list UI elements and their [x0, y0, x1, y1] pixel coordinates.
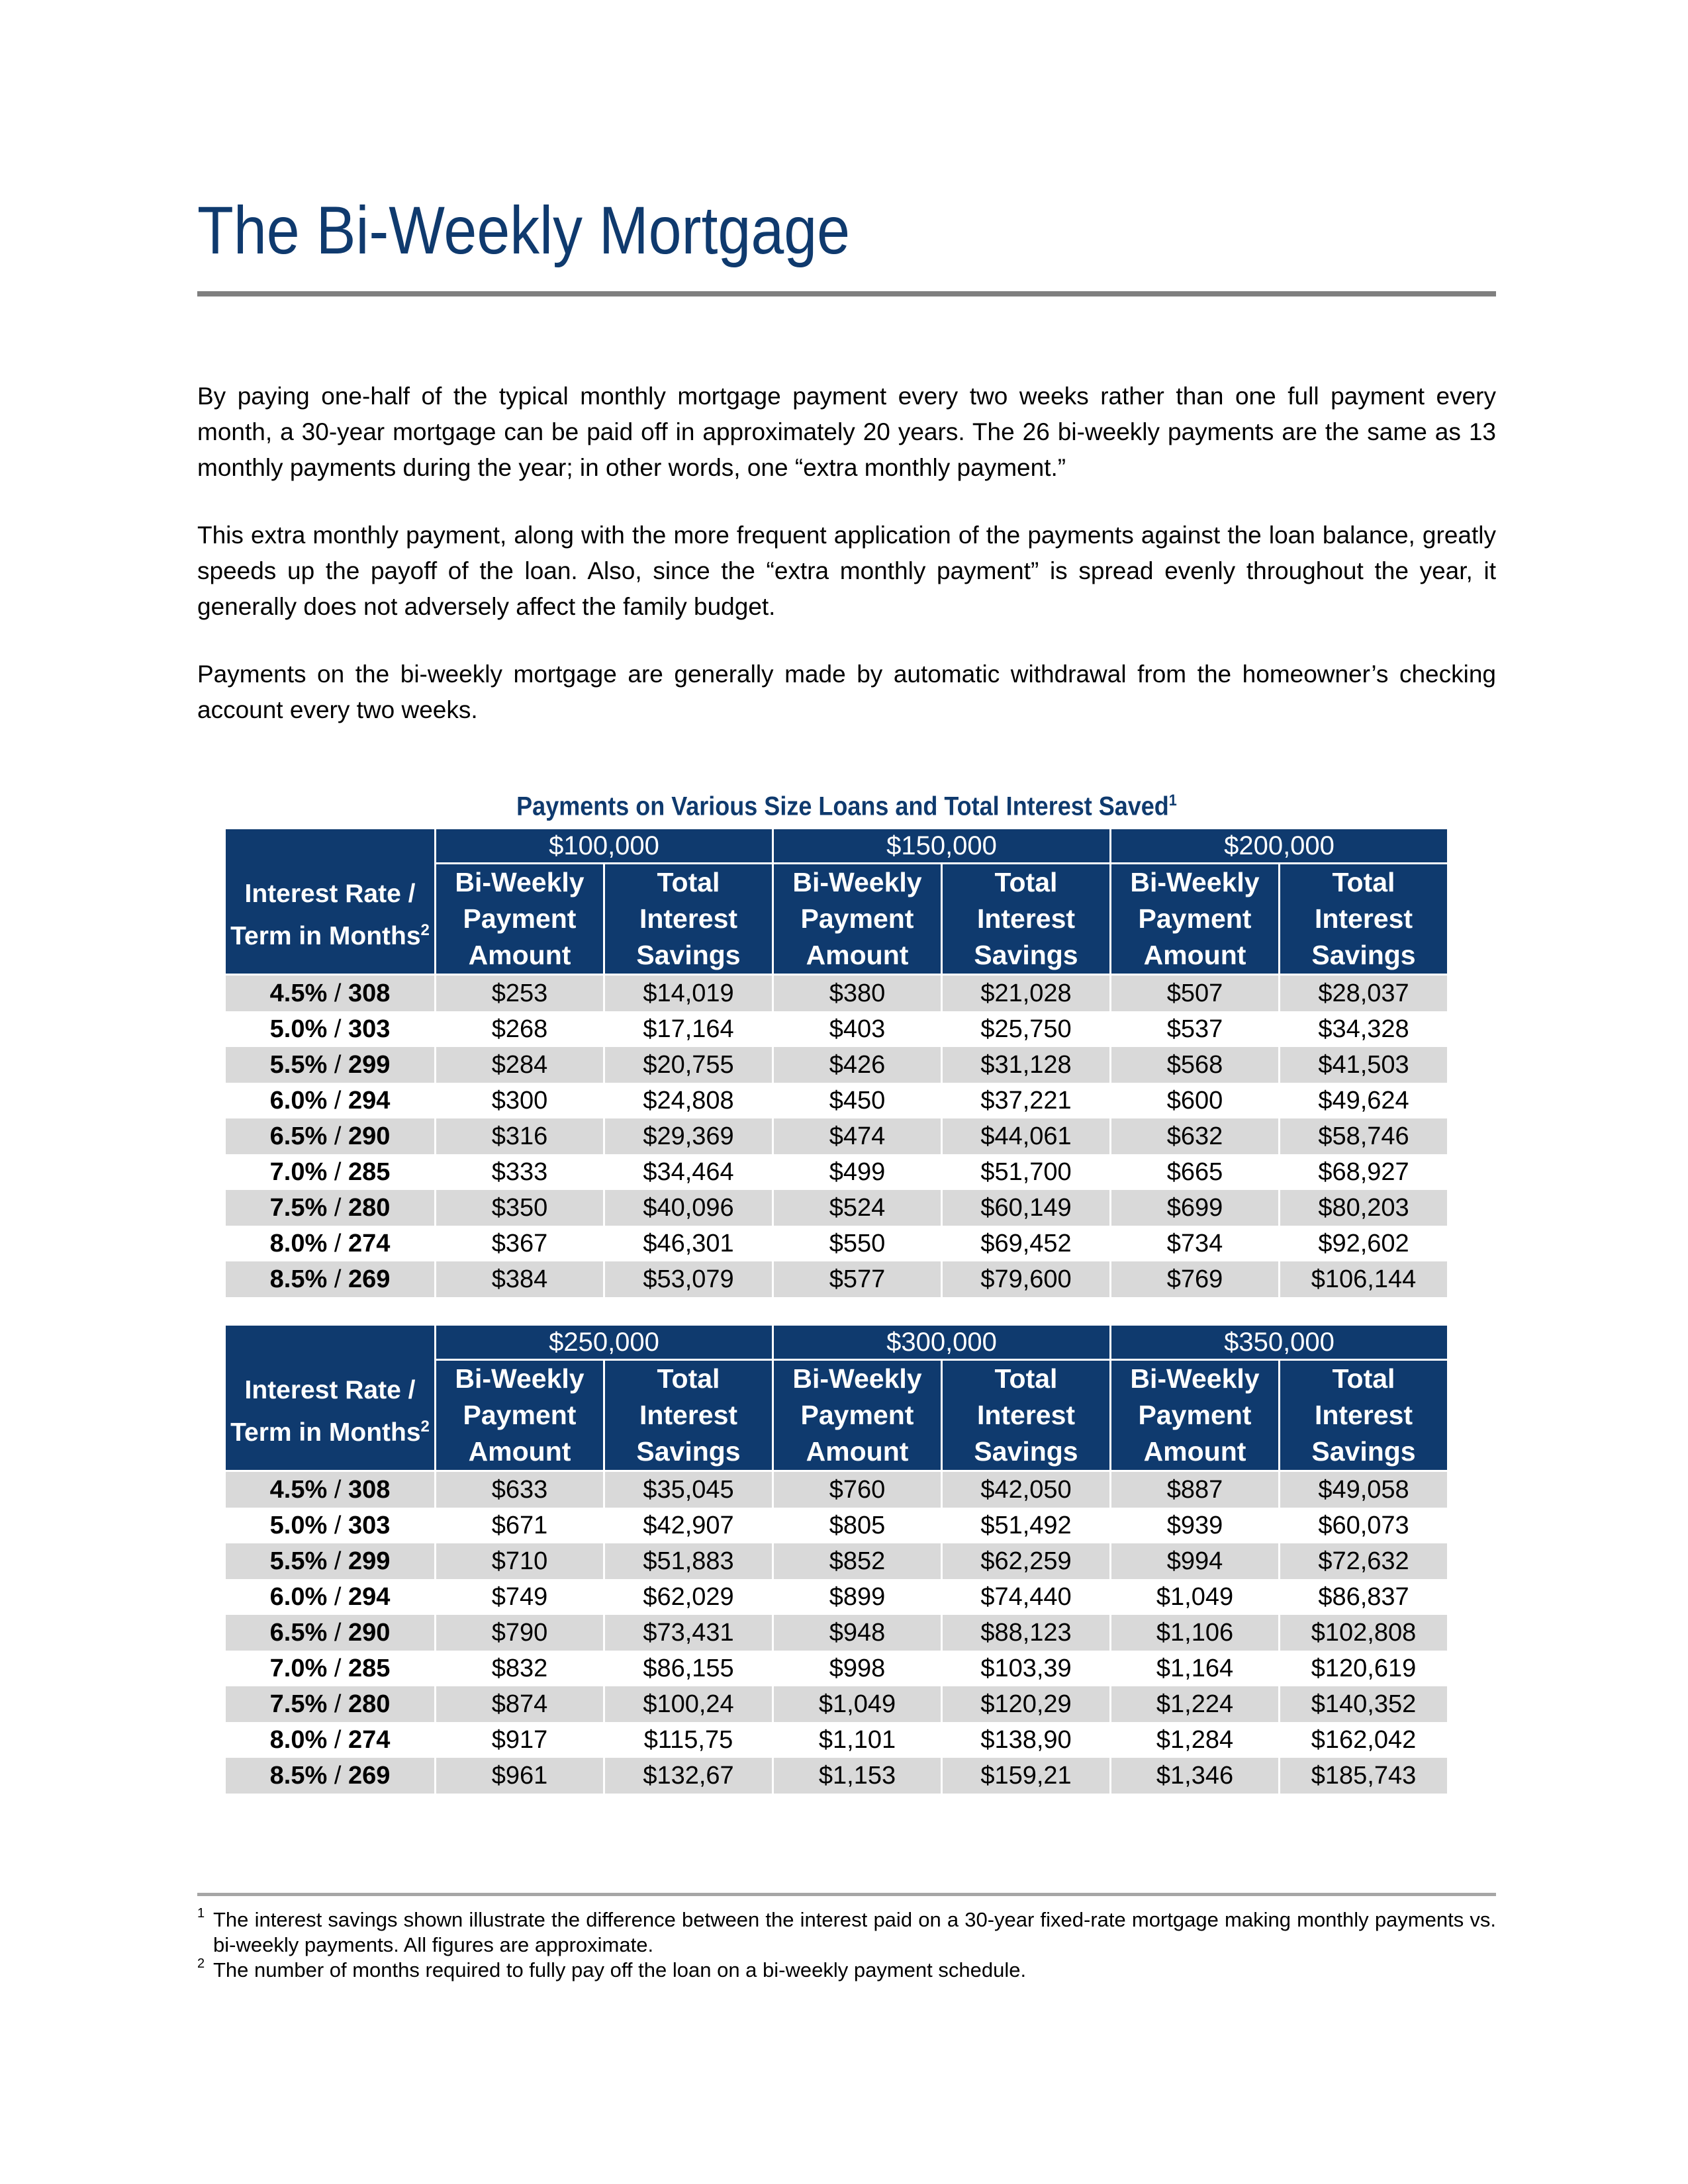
rate-term-cell — [225, 1226, 436, 1261]
interest-savings-header: Total Interest Savings — [942, 1360, 1111, 1471]
term-months: 274 — [348, 1230, 391, 1257]
rate-term-cell — [225, 1154, 436, 1190]
table-row — [225, 1226, 1448, 1261]
payment-amount-cell: $316 — [436, 1118, 604, 1154]
separator: / — [327, 1690, 348, 1718]
paragraph: By paying one-half of the typical monthly mortgage payment every two weeks rather than one full payment every month, a 30-year mortgage can be paid off in approximately 20 years. The 26 bi-weekly payments are the same as 13 monthly payments during the year; in other words, one “extra monthly payment.” — [197, 383, 1496, 481]
payment-amount-cell: $1,153 — [773, 1758, 942, 1794]
interest-savings-cell: $49,058 — [1280, 1471, 1448, 1508]
table-title-text: Payments on Various Size Loans and Total Interest Saved — [516, 792, 1169, 821]
payment-amount-cell: $350 — [436, 1190, 604, 1226]
separator: / — [327, 1762, 348, 1790]
interest-rate: 7.0% — [269, 1655, 328, 1682]
intro-text — [197, 379, 1496, 760]
interest-rate: 6.0% — [269, 1583, 328, 1611]
payment-amount-header: Bi-Weekly Payment Amount — [1111, 1360, 1280, 1471]
table-row — [225, 1758, 1448, 1794]
separator: / — [327, 1726, 348, 1754]
interest-savings-cell: $42,050 — [942, 1471, 1111, 1508]
rate-term-cell — [225, 1261, 436, 1297]
footnote-ref: 2 — [420, 1417, 430, 1435]
term-months: 299 — [348, 1547, 391, 1575]
rate-term-cell — [225, 1579, 436, 1615]
separator: / — [327, 1158, 348, 1186]
interest-savings-cell: $60,073 — [1280, 1508, 1448, 1543]
table-row — [225, 1579, 1448, 1615]
interest-rate: 4.5% — [269, 979, 328, 1007]
payment-amount-cell: $403 — [773, 1011, 942, 1047]
paragraph: This extra monthly payment, along with the more frequent application of the payments against the loan balance, greatly speeds up the payoff of the loan. Also, since the “extra monthly payment” is spread evenly throughout the year, it generally does not adversely affect the family budget. — [197, 522, 1496, 620]
loan-amount-header: $200,000 — [1111, 829, 1448, 864]
term-months: 274 — [348, 1726, 391, 1754]
table-row — [225, 1261, 1448, 1297]
payment-amount-cell: $537 — [1111, 1011, 1280, 1047]
payment-amount-cell: $380 — [773, 975, 942, 1012]
payment-amount-cell: $499 — [773, 1154, 942, 1190]
term-months: 308 — [348, 979, 391, 1007]
term-months: 299 — [348, 1051, 391, 1079]
interest-rate: 4.5% — [269, 1476, 328, 1504]
loan-amount-row — [225, 829, 1448, 864]
term-months: 280 — [348, 1194, 391, 1222]
payment-amount-cell: $568 — [1111, 1047, 1280, 1083]
interest-savings-cell: $51,700 — [942, 1154, 1111, 1190]
rate-term-label: Interest Rate / Term in Months — [230, 1375, 421, 1447]
interest-rate: 7.5% — [269, 1194, 328, 1222]
payment-amount-cell: $550 — [773, 1226, 942, 1261]
interest-savings-cell: $79,600 — [942, 1261, 1111, 1297]
interest-savings-header: Total Interest Savings — [1280, 864, 1448, 975]
payment-amount-cell: $665 — [1111, 1154, 1280, 1190]
payment-amount-cell: $671 — [436, 1508, 604, 1543]
payment-amount-cell: $1,049 — [773, 1686, 942, 1722]
rate-term-cell — [225, 1118, 436, 1154]
payment-amount-header: Bi-Weekly Payment Amount — [773, 864, 942, 975]
payment-amount-cell: $577 — [773, 1261, 942, 1297]
interest-rate: 5.5% — [269, 1051, 328, 1079]
rate-term-header — [225, 829, 436, 975]
payment-amount-cell: $769 — [1111, 1261, 1280, 1297]
payment-amount-cell: $887 — [1111, 1471, 1280, 1508]
separator: / — [327, 1619, 348, 1647]
payment-amount-cell: $474 — [773, 1118, 942, 1154]
table-row — [225, 1615, 1448, 1651]
interest-savings-cell: $73,431 — [604, 1615, 773, 1651]
payment-amount-cell: $734 — [1111, 1226, 1280, 1261]
interest-savings-cell: $53,079 — [604, 1261, 773, 1297]
rate-term-cell — [225, 1190, 436, 1226]
interest-savings-cell: $31,128 — [942, 1047, 1111, 1083]
payment-amount-cell: $948 — [773, 1615, 942, 1651]
interest-savings-cell: $21,028 — [942, 975, 1111, 1012]
interest-rate: 6.5% — [269, 1122, 328, 1150]
interest-savings-cell: $34,464 — [604, 1154, 773, 1190]
footnote-divider — [197, 1893, 1496, 1896]
separator: / — [327, 1230, 348, 1257]
separator: / — [327, 1051, 348, 1079]
table-row — [225, 1154, 1448, 1190]
separator: / — [327, 1087, 348, 1115]
loan-amount-header: $350,000 — [1111, 1325, 1448, 1360]
page-title: The Bi-Weekly Mortgage — [197, 193, 851, 268]
interest-rate: 7.5% — [269, 1690, 328, 1718]
interest-savings-cell: $88,123 — [942, 1615, 1111, 1651]
rate-term-cell — [225, 1047, 436, 1083]
payment-amount-cell: $710 — [436, 1543, 604, 1579]
payment-amount-cell: $1,346 — [1111, 1758, 1280, 1794]
interest-savings-cell: $62,259 — [942, 1543, 1111, 1579]
rate-term-cell — [225, 1543, 436, 1579]
interest-rate: 5.0% — [269, 1015, 328, 1043]
payment-amount-cell: $1,101 — [773, 1722, 942, 1758]
rate-term-cell — [225, 1011, 436, 1047]
payment-amount-cell: $632 — [1111, 1118, 1280, 1154]
interest-savings-header: Total Interest Savings — [604, 1360, 773, 1471]
table-row — [225, 1047, 1448, 1083]
payment-amount-cell: $1,049 — [1111, 1579, 1280, 1615]
footnote-1 — [197, 1907, 1496, 1958]
rate-term-cell — [225, 1758, 436, 1794]
payment-amount-cell: $384 — [436, 1261, 604, 1297]
interest-savings-cell: $74,440 — [942, 1579, 1111, 1615]
loan-table-1 — [224, 827, 1449, 1297]
payment-amount-cell: $790 — [436, 1615, 604, 1651]
table-title — [262, 792, 1431, 821]
interest-savings-cell: $140,352 — [1280, 1686, 1448, 1722]
payment-amount-cell: $749 — [436, 1579, 604, 1615]
interest-rate: 6.5% — [269, 1619, 328, 1647]
interest-rate: 7.0% — [269, 1158, 328, 1186]
table-row — [225, 1722, 1448, 1758]
payment-amount-cell: $760 — [773, 1471, 942, 1508]
loan-table-2 — [224, 1324, 1449, 1794]
interest-savings-cell: $34,328 — [1280, 1011, 1448, 1047]
interest-savings-cell: $41,503 — [1280, 1047, 1448, 1083]
interest-savings-cell: $46,301 — [604, 1226, 773, 1261]
interest-savings-cell: $25,750 — [942, 1011, 1111, 1047]
loan-amount-header: $100,000 — [436, 829, 773, 864]
interest-savings-cell: $37,221 — [942, 1083, 1111, 1118]
payment-amount-header: Bi-Weekly Payment Amount — [1111, 864, 1280, 975]
payment-amount-cell: $367 — [436, 1226, 604, 1261]
payment-amount-cell: $917 — [436, 1722, 604, 1758]
separator: / — [327, 1476, 348, 1504]
interest-rate: 5.0% — [269, 1512, 328, 1539]
term-months: 308 — [348, 1476, 391, 1504]
interest-savings-cell: $120,29 — [942, 1686, 1111, 1722]
footnote-number: 1 — [197, 1906, 205, 1921]
loan-amount-row — [225, 1325, 1448, 1360]
table-row — [225, 1471, 1448, 1508]
footnote-ref: 2 — [420, 921, 430, 939]
separator: / — [327, 1655, 348, 1682]
interest-savings-cell: $132,67 — [604, 1758, 773, 1794]
interest-savings-header: Total Interest Savings — [604, 864, 773, 975]
term-months: 269 — [348, 1265, 391, 1293]
payment-amount-cell: $300 — [436, 1083, 604, 1118]
interest-savings-cell: $72,632 — [1280, 1543, 1448, 1579]
interest-savings-cell: $68,927 — [1280, 1154, 1448, 1190]
loan-amount-header: $300,000 — [773, 1325, 1111, 1360]
term-months: 285 — [348, 1158, 391, 1186]
rate-term-cell — [225, 1471, 436, 1508]
interest-savings-cell: $60,149 — [942, 1190, 1111, 1226]
interest-rate: 8.5% — [269, 1265, 328, 1293]
rate-term-cell — [225, 1686, 436, 1722]
interest-savings-header: Total Interest Savings — [1280, 1360, 1448, 1471]
payment-amount-cell: $699 — [1111, 1190, 1280, 1226]
separator: / — [327, 1122, 348, 1150]
interest-rate: 5.5% — [269, 1547, 328, 1575]
table-row — [225, 1543, 1448, 1579]
interest-savings-cell: $51,492 — [942, 1508, 1111, 1543]
footnote-number: 2 — [197, 1956, 205, 1971]
payment-amount-cell: $268 — [436, 1011, 604, 1047]
rate-term-cell — [225, 1083, 436, 1118]
title-divider — [197, 291, 1496, 296]
interest-savings-cell: $17,164 — [604, 1011, 773, 1047]
term-months: 280 — [348, 1690, 391, 1718]
interest-savings-cell: $92,602 — [1280, 1226, 1448, 1261]
payment-amount-cell: $874 — [436, 1686, 604, 1722]
interest-savings-cell: $162,042 — [1280, 1722, 1448, 1758]
payment-amount-cell: $899 — [773, 1579, 942, 1615]
interest-savings-cell: $44,061 — [942, 1118, 1111, 1154]
payment-amount-cell: $961 — [436, 1758, 604, 1794]
table-row — [225, 1118, 1448, 1154]
table-row — [225, 1011, 1448, 1047]
term-months: 290 — [348, 1619, 391, 1647]
interest-savings-cell: $24,808 — [604, 1083, 773, 1118]
interest-savings-cell: $51,883 — [604, 1543, 773, 1579]
term-months: 303 — [348, 1015, 391, 1043]
payment-amount-cell: $805 — [773, 1508, 942, 1543]
interest-savings-cell: $159,21 — [942, 1758, 1111, 1794]
payment-amount-cell: $333 — [436, 1154, 604, 1190]
payment-amount-header: Bi-Weekly Payment Amount — [436, 864, 604, 975]
separator: / — [327, 1194, 348, 1222]
payment-amount-cell: $633 — [436, 1471, 604, 1508]
interest-rate: 8.0% — [269, 1726, 328, 1754]
interest-rate: 8.5% — [269, 1762, 328, 1790]
interest-savings-cell: $14,019 — [604, 975, 773, 1012]
separator: / — [327, 1265, 348, 1293]
payment-amount-header: Bi-Weekly Payment Amount — [773, 1360, 942, 1471]
term-months: 294 — [348, 1087, 391, 1115]
payment-amount-cell: $994 — [1111, 1543, 1280, 1579]
interest-savings-cell: $100,24 — [604, 1686, 773, 1722]
term-months: 294 — [348, 1583, 391, 1611]
interest-savings-cell: $40,096 — [604, 1190, 773, 1226]
term-months: 290 — [348, 1122, 391, 1150]
payment-amount-cell: $1,284 — [1111, 1722, 1280, 1758]
interest-savings-header: Total Interest Savings — [942, 864, 1111, 975]
footnote-ref: 1 — [1168, 792, 1177, 809]
interest-savings-cell: $80,203 — [1280, 1190, 1448, 1226]
interest-savings-cell: $69,452 — [942, 1226, 1111, 1261]
interest-savings-cell: $35,045 — [604, 1471, 773, 1508]
interest-rate: 6.0% — [269, 1087, 328, 1115]
loan-amount-header: $150,000 — [773, 829, 1111, 864]
interest-savings-cell: $86,155 — [604, 1651, 773, 1686]
separator: / — [327, 1015, 348, 1043]
separator: / — [327, 1547, 348, 1575]
payment-amount-cell: $426 — [773, 1047, 942, 1083]
table-row — [225, 1651, 1448, 1686]
separator: / — [327, 979, 348, 1007]
footnote-2 — [197, 1958, 1496, 1983]
table-row — [225, 1190, 1448, 1226]
payment-amount-cell: $284 — [436, 1047, 604, 1083]
paragraph: Payments on the bi-weekly mortgage are generally made by automatic withdrawal from the homeowner’s checking account every two weeks. — [197, 660, 1496, 723]
footnotes — [197, 1907, 1496, 1983]
interest-savings-cell: $58,746 — [1280, 1118, 1448, 1154]
separator: / — [327, 1512, 348, 1539]
payment-amount-cell: $998 — [773, 1651, 942, 1686]
payment-amount-cell: $450 — [773, 1083, 942, 1118]
rate-term-cell — [225, 975, 436, 1012]
rate-term-cell — [225, 1615, 436, 1651]
payment-amount-cell: $832 — [436, 1651, 604, 1686]
payment-amount-header: Bi-Weekly Payment Amount — [436, 1360, 604, 1471]
payment-amount-cell: $1,106 — [1111, 1615, 1280, 1651]
payment-amount-cell: $1,164 — [1111, 1651, 1280, 1686]
interest-savings-cell: $120,619 — [1280, 1651, 1448, 1686]
interest-savings-cell: $185,743 — [1280, 1758, 1448, 1794]
interest-savings-cell: $86,837 — [1280, 1579, 1448, 1615]
rate-term-cell — [225, 1651, 436, 1686]
payment-amount-cell: $1,224 — [1111, 1686, 1280, 1722]
interest-savings-cell: $115,75 — [604, 1722, 773, 1758]
interest-savings-cell: $102,808 — [1280, 1615, 1448, 1651]
interest-savings-cell: $49,624 — [1280, 1083, 1448, 1118]
table-row — [225, 975, 1448, 1012]
interest-savings-cell: $28,037 — [1280, 975, 1448, 1012]
payment-amount-cell: $852 — [773, 1543, 942, 1579]
payment-amount-cell: $524 — [773, 1190, 942, 1226]
interest-savings-cell: $138,90 — [942, 1722, 1111, 1758]
rate-term-label: Interest Rate / Term in Months — [230, 879, 421, 950]
interest-savings-cell: $106,144 — [1280, 1261, 1448, 1297]
term-months: 285 — [348, 1655, 391, 1682]
interest-savings-cell: $29,369 — [604, 1118, 773, 1154]
term-months: 269 — [348, 1762, 391, 1790]
separator: / — [327, 1583, 348, 1611]
interest-savings-cell: $42,907 — [604, 1508, 773, 1543]
rate-term-cell — [225, 1508, 436, 1543]
payment-amount-cell: $507 — [1111, 975, 1280, 1012]
interest-savings-cell: $62,029 — [604, 1579, 773, 1615]
interest-savings-cell: $20,755 — [604, 1047, 773, 1083]
payment-amount-cell: $600 — [1111, 1083, 1280, 1118]
payment-amount-cell: $253 — [436, 975, 604, 1012]
table-row — [225, 1083, 1448, 1118]
interest-savings-cell: $103,39 — [942, 1651, 1111, 1686]
footnote-text: The number of months required to fully pay off the loan on a bi-weekly payment schedule. — [213, 1958, 1027, 1981]
rate-term-header — [225, 1325, 436, 1471]
term-months: 303 — [348, 1512, 391, 1539]
table-row — [225, 1686, 1448, 1722]
payment-amount-cell: $939 — [1111, 1508, 1280, 1543]
rate-term-cell — [225, 1722, 436, 1758]
interest-rate: 8.0% — [269, 1230, 328, 1257]
table-row — [225, 1508, 1448, 1543]
loan-amount-header: $250,000 — [436, 1325, 773, 1360]
footnote-text: The interest savings shown illustrate the difference between the interest paid on a 30-year fixed-rate mortgage making monthly payments vs. bi-weekly payments. All figures are approximate. — [213, 1908, 1496, 1956]
